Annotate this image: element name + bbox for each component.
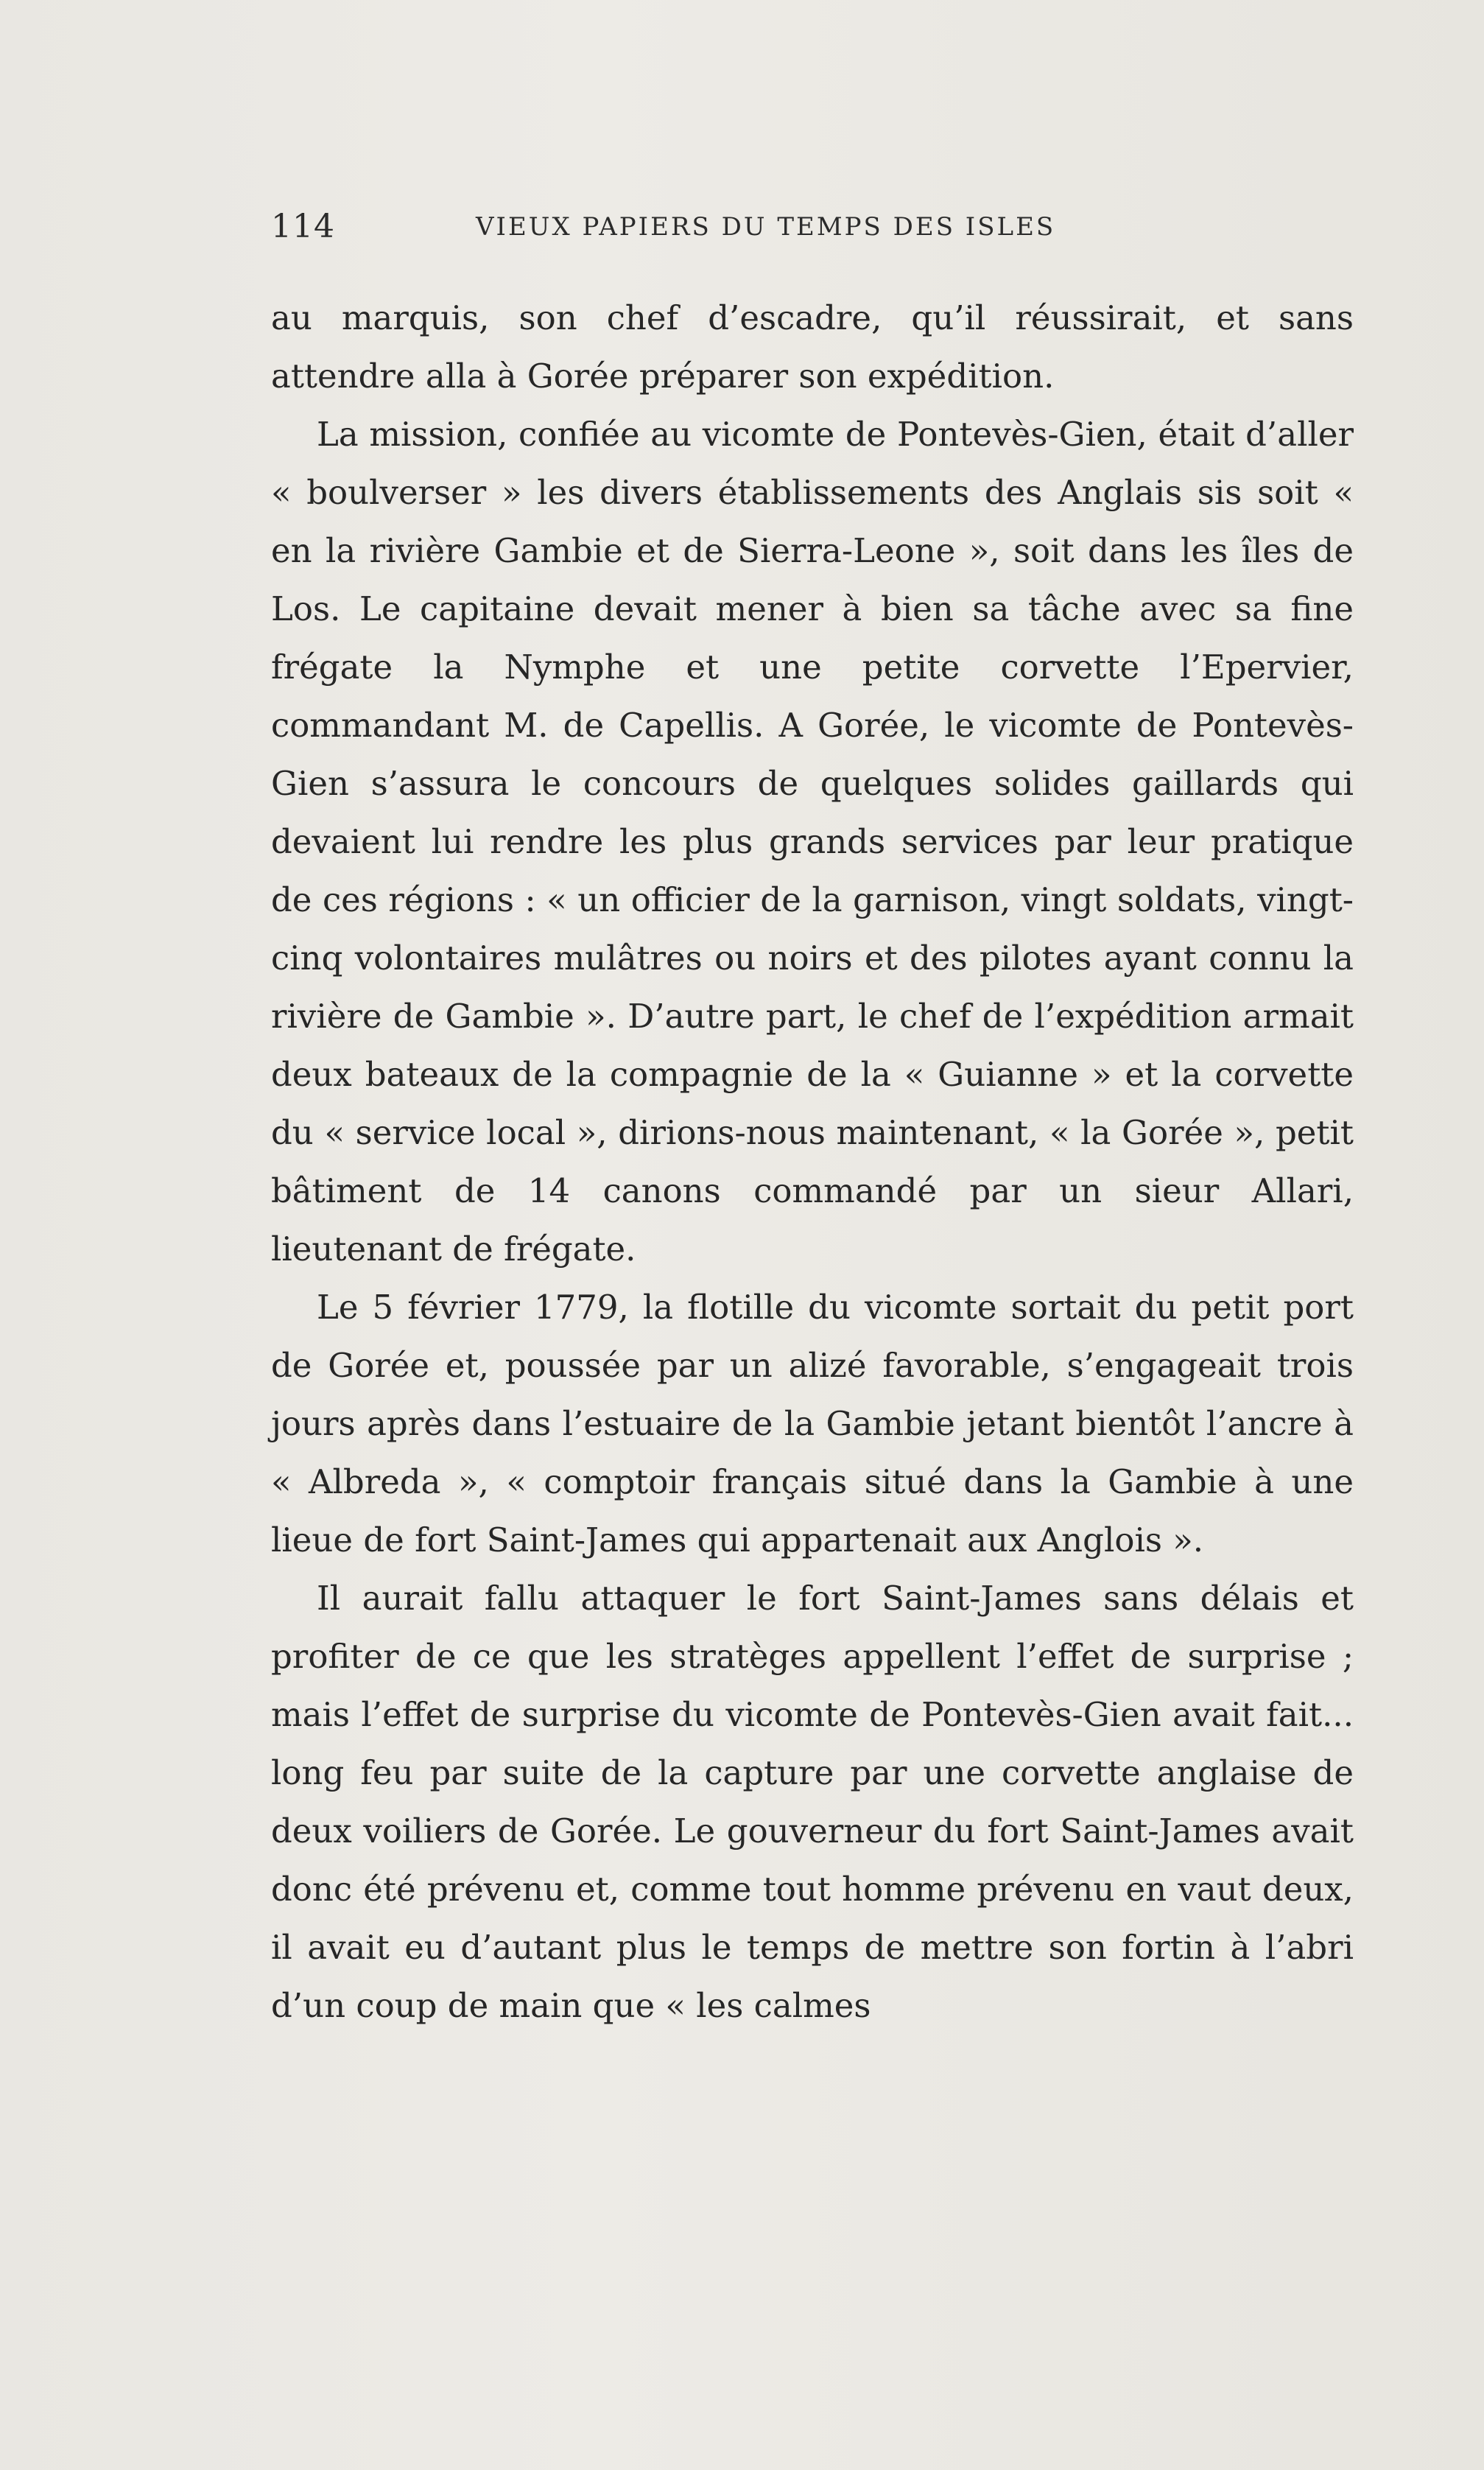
- paragraph-4: Il aurait fallu attaquer le fort Saint-James sans délais et profiter de ce que les stratèges appellent l’effet de surprise ; mais l’effet de surprise du vicomte de Pontevès-Gien avait fait... long feu par suite de la capture par une corvette anglaise de deux voiliers de Gorée. Le gouverneur du fort Saint-James avait donc été prévenu et, comme tout homme prévenu en vaut deux, il avait eu d’autant plus le temps de mettre son fortin à l’abri d’un coup de main que « les calmes: [271, 1579, 1354, 2025]
- paragraph-1: au marquis, son chef d’escadre, qu’il réussirait, et sans attendre alla à Gorée préparer son expédition.: [271, 298, 1354, 396]
- page-number: 114: [271, 208, 335, 245]
- body-text: [271, 289, 1354, 2035]
- running-title: VIEUX PAPIERS DU TEMPS DES ISLES: [476, 212, 1056, 242]
- paragraph-3: Le 5 février 1779, la flotille du vicomte sortait du petit port de Gorée et, poussée par un alizé favorable, s’engageait trois jours après dans l’estuaire de la Gambie jetant bientôt l’ancre à « Albreda », « comptoir français situé dans la Gambie à une lieue de fort Saint-James qui appartenait aux Anglois ».: [271, 1288, 1354, 1559]
- running-head: [271, 208, 1361, 252]
- paragraph-2: La mission, confiée au vicomte de Pontevès-Gien, était d’aller « boulverser » les divers établissements des Anglais sis soit « en la rivière Gambie et de Sierra-Leone », soit dans les îles de Los. Le capitaine devait mener à bien sa tâche avec sa fine frégate la Nymphe et une petite corvette l’Epervier, commandant M. de Capellis. A Gorée, le vicomte de Pontevès-Gien s’assura le concours de quelques solides gaillards qui devaient lui rendre les plus grands services par leur pratique de ces régions : « un officier de la garnison, vingt soldats, vingt-cinq volontaires mulâtres ou noirs et des pilotes ayant connu la rivière de Gambie ». D’autre part, le chef de l’expédition armait deux bateaux de la compagnie de la « Guianne » et la corvette du « service local », dirions-nous maintenant, « la Gorée », petit bâtiment de 14 canons commandé par un sieur Allari, lieutenant de frégate.: [271, 415, 1354, 1269]
